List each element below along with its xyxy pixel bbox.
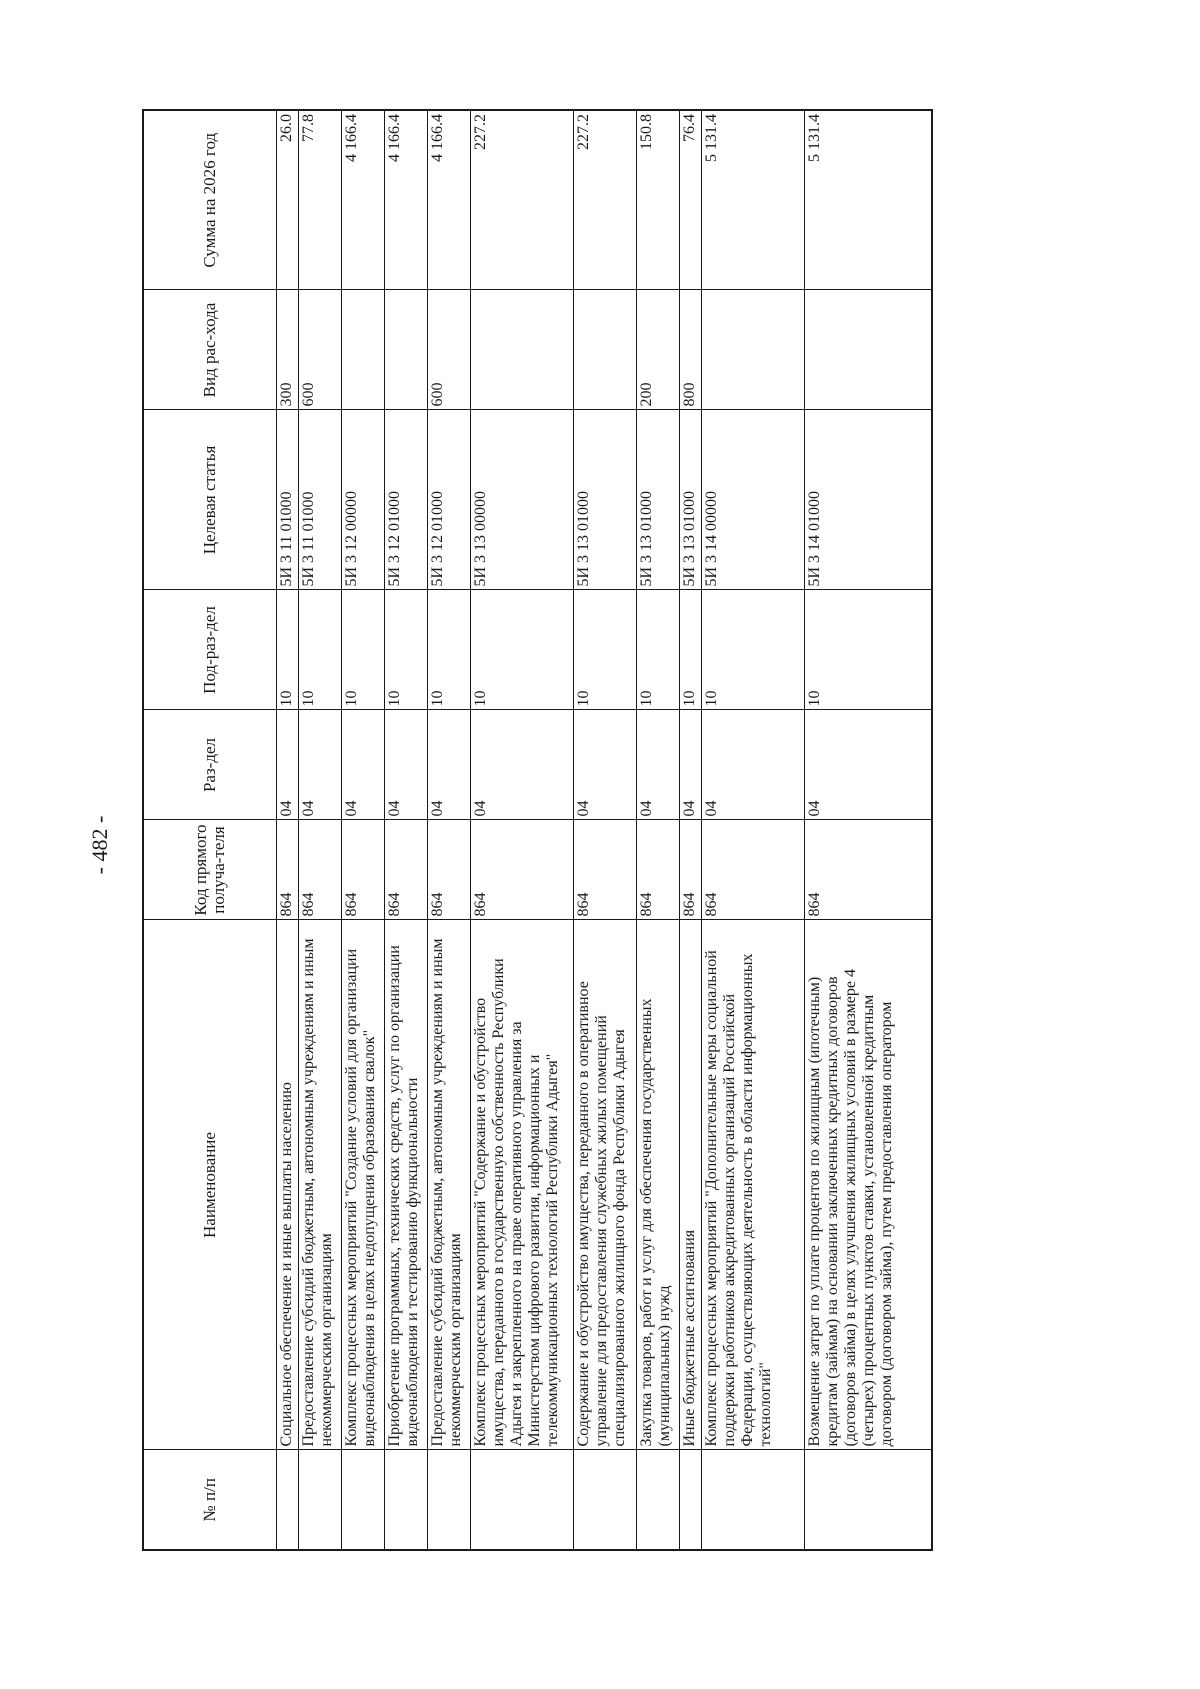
table-row [637,110,680,1550]
cell-target: 5И 3 12 01000 [385,410,428,590]
header-sum: Сумма на 2026 год [143,110,277,290]
cell-name: Социальное обеспечение и иные выплаты населению [277,920,299,1450]
table-row [680,110,702,1550]
cell-podrazdel: 10 [805,590,933,710]
cell-num [574,1450,637,1550]
cell-target: 5И 3 12 00000 [342,410,385,590]
cell-num [342,1450,385,1550]
cell-name: Содержание и обустройство имущества, переданного в оперативное управление для предоставления служебных жилых помещений специализированного жилищного фонда Республики Адыгея [574,920,637,1450]
cell-sum: 4 166.4 [385,110,428,290]
cell-code: 864 [277,820,299,920]
cell-razdel: 04 [299,710,342,820]
cell-vid: 600 [299,290,342,410]
cell-sum: 227.2 [574,110,637,290]
cell-podrazdel: 10 [428,590,471,710]
cell-code: 864 [805,820,933,920]
cell-sum: 77.8 [299,110,342,290]
cell-code: 864 [680,820,702,920]
cell-code: 864 [428,820,471,920]
cell-name: Предоставление субсидий бюджетным, автономным учреждениям и иным некоммерческим организациям [299,920,342,1450]
cell-podrazdel: 10 [299,590,342,710]
cell-num [471,1450,574,1550]
cell-razdel: 04 [702,710,805,820]
cell-sum: 4 166.4 [428,110,471,290]
cell-name: Комплекс процессных мероприятий "Содержание и обустройство имущества, переданного в государственную собственность Республики Адыгея и закрепленного на праве оперативного управления за Министерством цифрового развития, информационных и телекоммуникационных технологий Республики Адыгея" [471,920,574,1450]
cell-podrazdel: 10 [702,590,805,710]
cell-num [277,1450,299,1550]
cell-sum: 227.2 [471,110,574,290]
cell-code: 864 [574,820,637,920]
header-code: Код прямого получа-теля [143,820,277,920]
cell-code: 864 [637,820,680,920]
cell-podrazdel: 10 [637,590,680,710]
table-row [277,110,299,1550]
cell-podrazdel: 10 [277,590,299,710]
cell-target: 5И 3 14 00000 [702,410,805,590]
cell-vid: 300 [277,290,299,410]
cell-podrazdel: 10 [385,590,428,710]
cell-name: Приобретение программных, технических средств, услуг по организации видеонаблюдения и тестированию функциональности [385,920,428,1450]
header-num: № п/п [143,1450,277,1550]
cell-razdel: 04 [385,710,428,820]
cell-target: 5И 3 13 01000 [680,410,702,590]
table-row [805,110,933,1550]
cell-sum: 150.8 [637,110,680,290]
cell-name: Комплекс процессных мероприятий "Дополнительные меры социальной поддержки работников аккредитованных организаций Российской Федерации, осуществляющих деятельность в области информационных технологий" [702,920,805,1450]
cell-vid [574,290,637,410]
cell-razdel: 04 [680,710,702,820]
cell-name: Иные бюджетные ассигнования [680,920,702,1450]
cell-target: 5И 3 13 00000 [471,410,574,590]
table-row [299,110,342,1550]
cell-name: Предоставление субсидий бюджетным, автономным учреждениям и иным некоммерческим организациям [428,920,471,1450]
cell-name: Комплекс процессных мероприятий "Создание условий для организации видеонаблюдения в целях недопущения образования свалок" [342,920,385,1450]
header-name: Наименование [143,920,277,1450]
cell-vid [702,290,805,410]
cell-target: 5И 3 12 01000 [428,410,471,590]
cell-code: 864 [702,820,805,920]
table-row [385,110,428,1550]
cell-num [428,1450,471,1550]
cell-num [637,1450,680,1550]
cell-vid: 200 [637,290,680,410]
cell-code: 864 [342,820,385,920]
cell-razdel: 04 [574,710,637,820]
cell-razdel: 04 [637,710,680,820]
table-header-row [143,110,277,1550]
cell-target: 5И 3 14 01000 [805,410,933,590]
cell-target: 5И 3 13 01000 [637,410,680,590]
cell-name: Закупка товаров, работ и услуг для обеспечения государственных (муниципальных) нужд [637,920,680,1450]
cell-target: 5И 3 13 01000 [574,410,637,590]
header-vid: Вид рас-хода [143,290,277,410]
table-row [702,110,805,1550]
cell-num [805,1450,933,1550]
cell-sum: 5 131.4 [702,110,805,290]
header-razdel: Раз-дел [143,710,277,820]
table-row [428,110,471,1550]
table-row [574,110,637,1550]
cell-num [385,1450,428,1550]
cell-sum: 4 166.4 [342,110,385,290]
cell-num [299,1450,342,1550]
budget-table [142,109,933,1551]
cell-num [680,1450,702,1550]
cell-vid [805,290,933,410]
page-number: - 482 - [87,815,112,875]
cell-razdel: 04 [342,710,385,820]
cell-code: 864 [385,820,428,920]
cell-vid [385,290,428,410]
cell-num [702,1450,805,1550]
cell-code: 864 [471,820,574,920]
table-row [342,110,385,1550]
cell-podrazdel: 10 [574,590,637,710]
cell-vid: 800 [680,290,702,410]
cell-name: Возмещение затрат по уплате процентов по жилищным (ипотечным) кредитам (займам) на основании заключенных кредитных договоров (договоров займа) в целях улучшения жилищных условий в размере 4 (четырех) процентных пунктов ставки, установленной кредитным договором (договором займа), путем предоставления оператором [805,920,933,1450]
cell-razdel: 04 [428,710,471,820]
cell-razdel: 04 [471,710,574,820]
cell-vid [342,290,385,410]
rotated-table-container [142,111,1069,1551]
header-target: Целевая статья [143,410,277,590]
cell-target: 5И 3 11 01000 [299,410,342,590]
header-podrazdel: Под-раз-дел [143,590,277,710]
cell-sum: 5 131.4 [805,110,933,290]
cell-code: 864 [299,820,342,920]
cell-vid [471,290,574,410]
cell-razdel: 04 [805,710,933,820]
cell-podrazdel: 10 [680,590,702,710]
cell-podrazdel: 10 [342,590,385,710]
cell-sum: 26.0 [277,110,299,290]
cell-razdel: 04 [277,710,299,820]
cell-sum: 76.4 [680,110,702,290]
cell-target: 5И 3 11 01000 [277,410,299,590]
cell-vid: 600 [428,290,471,410]
table-row [471,110,574,1550]
cell-podrazdel: 10 [471,590,574,710]
